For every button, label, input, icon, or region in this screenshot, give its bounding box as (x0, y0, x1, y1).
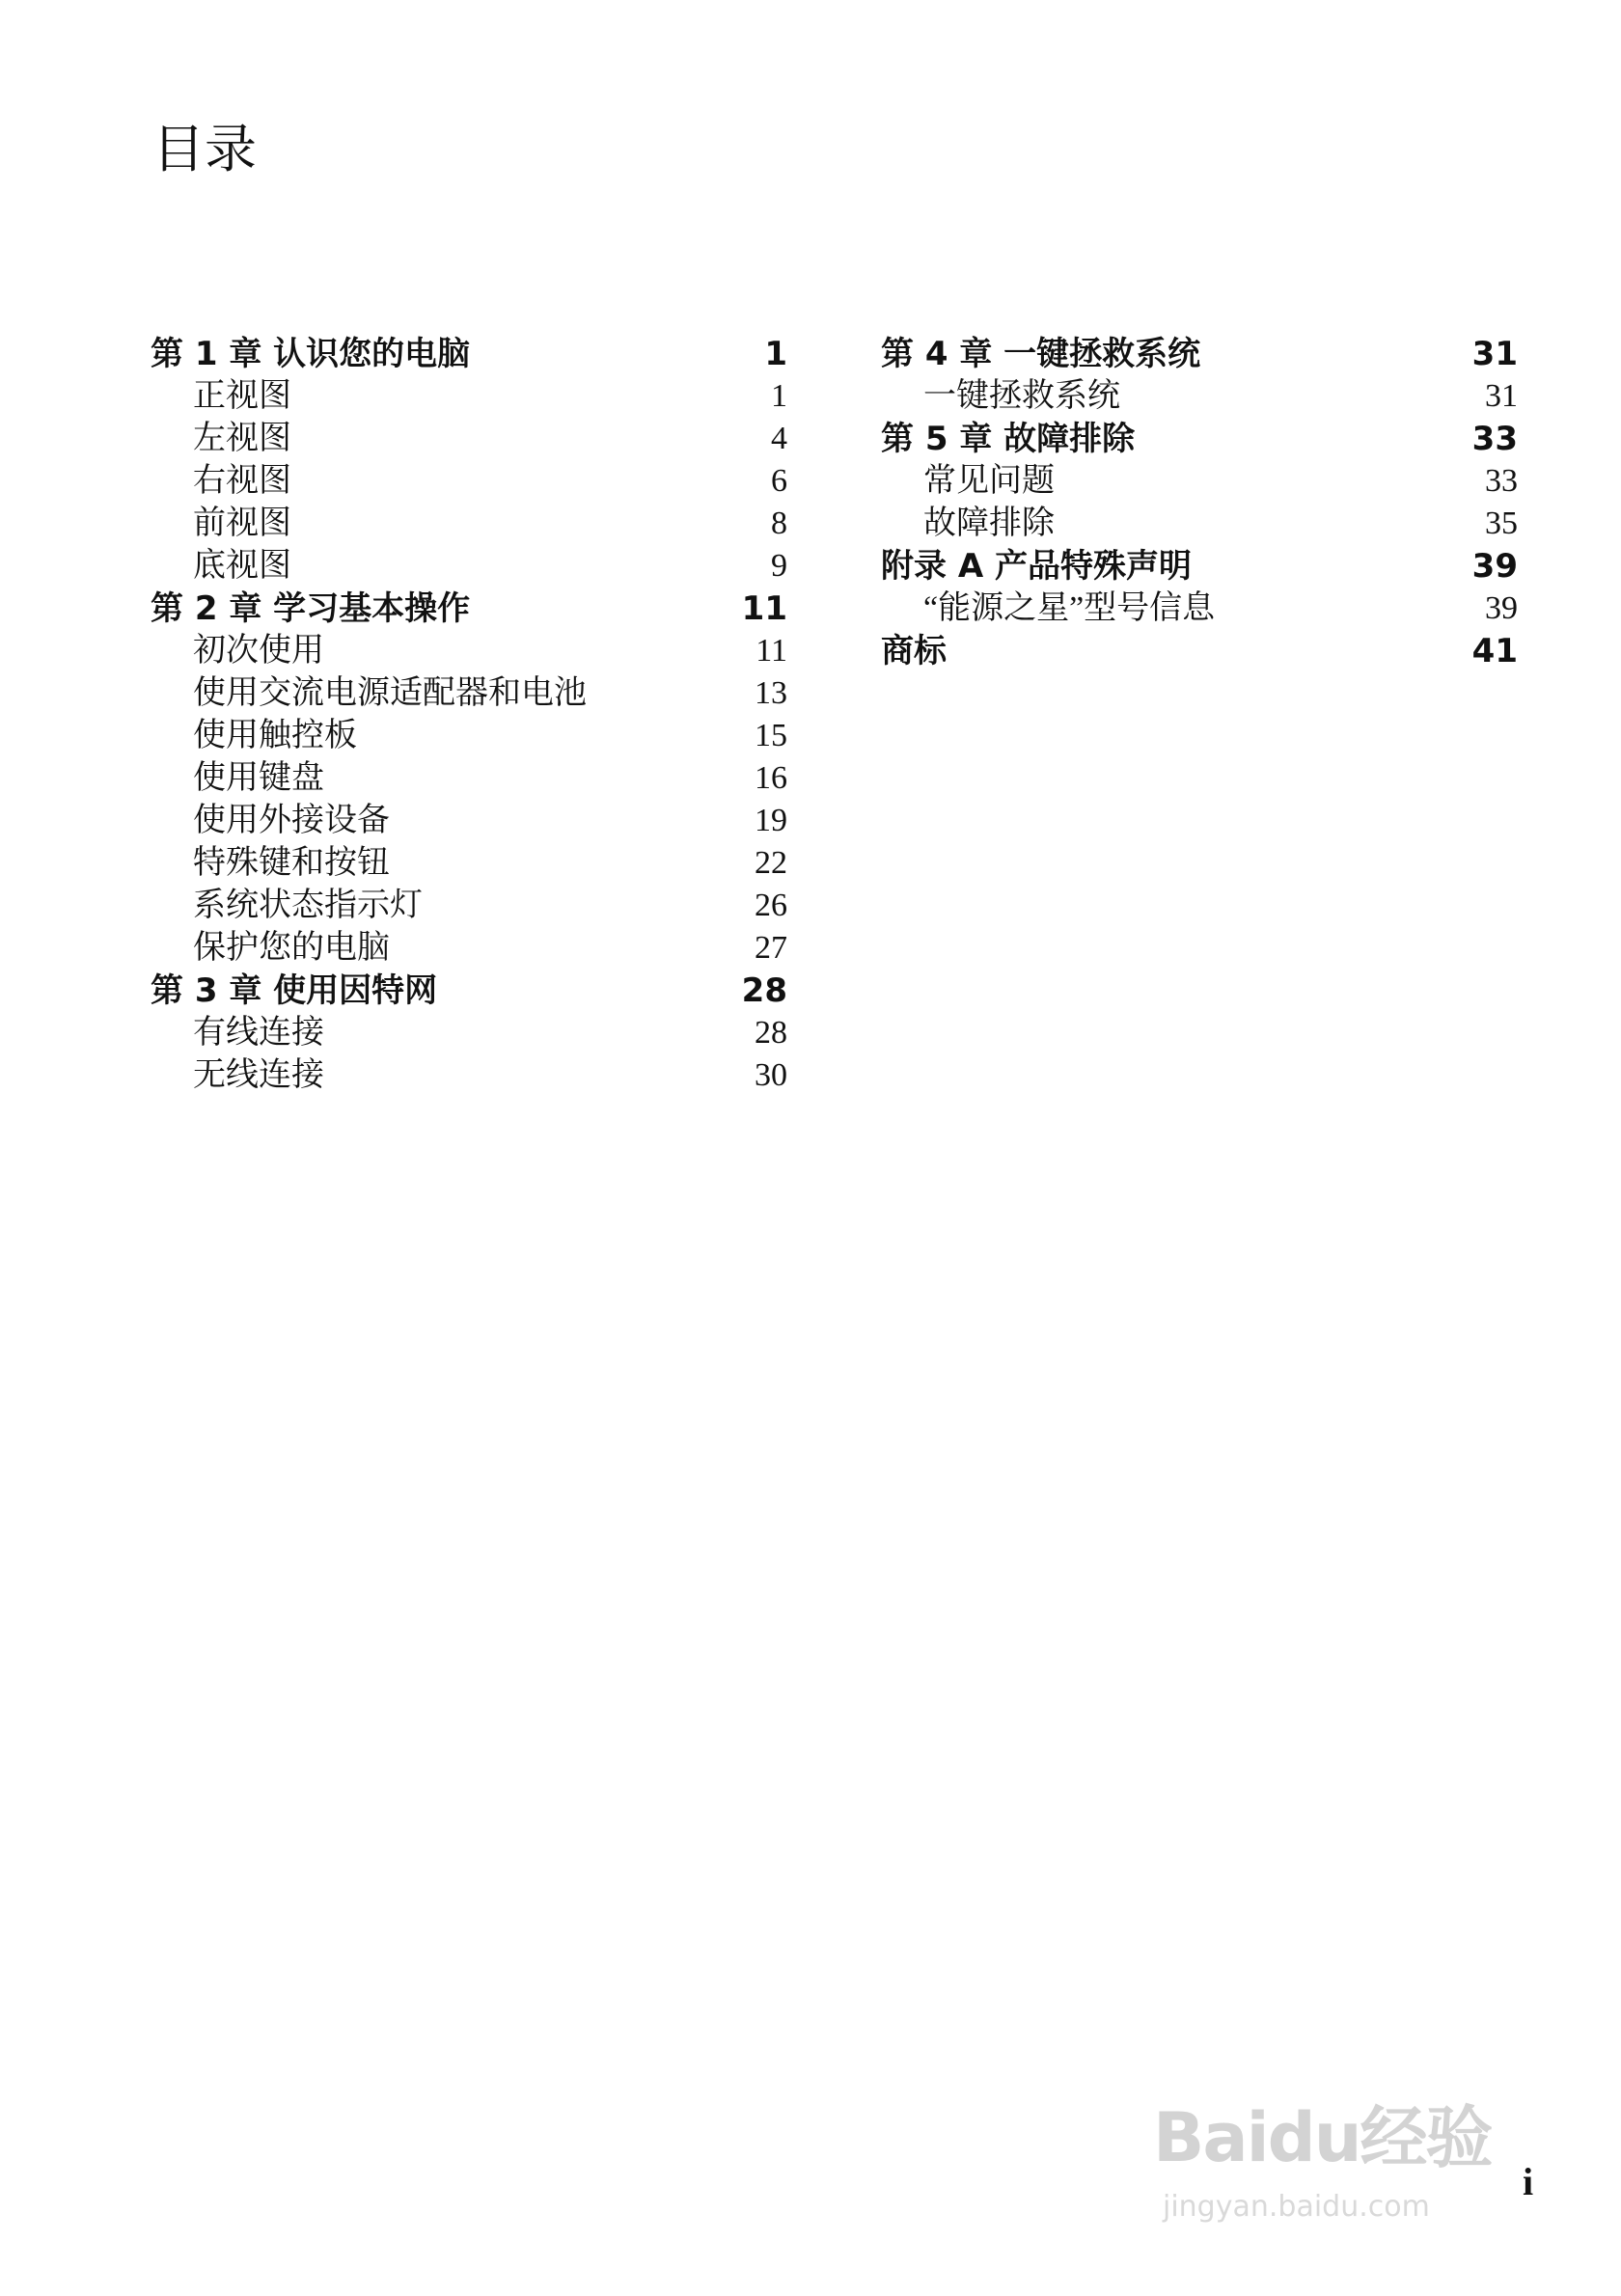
toc-chapter-heading[interactable] (151, 970, 787, 1012)
toc-entry[interactable] (151, 927, 787, 970)
toc-heading-label: 第 4 章 一键拯救系统 (881, 335, 1201, 373)
toc-entry[interactable] (151, 503, 787, 545)
toc-heading-label: 第 5 章 故障排除 (881, 420, 1136, 458)
toc-entry-label: 无线连接 (193, 1057, 324, 1093)
toc-entry-label: 有线连接 (193, 1015, 324, 1051)
toc-heading-label: 第 3 章 使用因特网 (151, 971, 438, 1010)
toc-chapter (151, 588, 787, 970)
toc-entry[interactable] (881, 503, 1518, 545)
toc-entry-label: 一键拯救系统 (923, 378, 1120, 414)
toc-entry-page: 16 (755, 760, 787, 796)
toc-entry-page: 26 (755, 888, 787, 923)
toc-entry[interactable] (151, 715, 787, 757)
watermark-url: jingyan.baidu.com (1163, 2190, 1430, 2224)
toc-entry-page: 13 (755, 675, 787, 711)
toc-chapter-heading[interactable] (881, 333, 1518, 375)
toc-entry[interactable] (881, 375, 1518, 418)
toc-chapter-heading[interactable] (881, 630, 1518, 672)
toc-heading-page: 31 (1471, 335, 1518, 373)
toc-entry[interactable] (151, 1012, 787, 1054)
toc-entry-page: 28 (755, 1015, 787, 1051)
toc-chapter-heading[interactable] (151, 588, 787, 630)
toc-entry-label: 左视图 (193, 421, 291, 456)
toc-entry[interactable] (151, 842, 787, 885)
toc-heading-page: 41 (1471, 632, 1518, 670)
toc-entry-page: 15 (755, 718, 787, 753)
watermark-brand: Baidu经验 (1153, 2098, 1492, 2177)
toc-heading-label: 第 2 章 学习基本操作 (151, 589, 471, 628)
toc-chapter (881, 418, 1518, 545)
toc-entry[interactable] (151, 545, 787, 588)
toc-entry-label: 底视图 (193, 548, 291, 584)
toc-entry[interactable] (151, 460, 787, 503)
toc-entry-label: 右视图 (193, 463, 291, 499)
toc-chapter-heading[interactable] (881, 418, 1518, 460)
toc-chapter (151, 970, 787, 1097)
toc-heading-page: 1 (764, 335, 787, 373)
toc-entry-page: 4 (771, 421, 787, 456)
toc-entry-label: 使用外接设备 (193, 803, 390, 838)
toc-entry-label: 正视图 (193, 378, 291, 414)
toc-entry-label: 故障排除 (923, 506, 1055, 541)
toc-entry-page: 31 (1485, 378, 1518, 414)
toc-entry-page: 11 (756, 633, 787, 669)
toc-entry[interactable] (881, 460, 1518, 503)
toc-entry[interactable] (151, 630, 787, 672)
toc-entry-page: 19 (755, 803, 787, 838)
toc-heading-page: 11 (741, 589, 787, 628)
toc-entry-page: 1 (771, 378, 787, 414)
toc-heading-page: 33 (1471, 420, 1518, 458)
toc-entry-label: 使用键盘 (193, 760, 324, 796)
toc-entry-label: “能源之星”型号信息 (923, 590, 1216, 626)
toc-entry[interactable] (151, 885, 787, 927)
toc-entry[interactable] (151, 375, 787, 418)
toc-entry[interactable] (151, 672, 787, 715)
toc-heading-page: 39 (1471, 547, 1518, 586)
toc-heading-page: 28 (741, 971, 787, 1010)
baidu-watermark (1153, 2055, 1539, 2248)
toc-entry-label: 初次使用 (193, 633, 324, 669)
toc-heading-label: 第 1 章 认识您的电脑 (151, 335, 471, 373)
toc-chapter (881, 333, 1518, 418)
toc-entry-page: 8 (771, 506, 787, 541)
toc-chapter (881, 630, 1518, 672)
toc-entry-page: 27 (755, 930, 787, 966)
toc-entry[interactable] (151, 757, 787, 800)
toc-chapter-heading[interactable] (151, 333, 787, 375)
toc-chapter (881, 545, 1518, 630)
toc-entry-page: 33 (1485, 463, 1518, 499)
toc-entry[interactable] (151, 418, 787, 460)
toc-entry[interactable] (881, 588, 1518, 630)
toc-entry-page: 9 (771, 548, 787, 584)
toc-heading-label: 附录 A 产品特殊声明 (881, 547, 1192, 586)
page-title: 目录 (152, 119, 257, 179)
toc-entry-label: 使用触控板 (193, 718, 357, 753)
toc-entry-label: 使用交流电源适配器和电池 (193, 675, 587, 711)
toc-entry-label: 保护您的电脑 (193, 930, 390, 966)
toc-right-column (881, 333, 1518, 672)
toc-entry-label: 常见问题 (923, 463, 1055, 499)
toc-chapter-heading[interactable] (881, 545, 1518, 588)
toc-heading-label: 商标 (881, 632, 947, 670)
page-number: i (1523, 2160, 1534, 2203)
toc-entry-label: 特殊键和按钮 (193, 845, 390, 881)
toc-entry-page: 30 (755, 1057, 787, 1093)
toc-entry[interactable] (151, 800, 787, 842)
toc-left-column (151, 333, 787, 1097)
toc-entry-page: 22 (755, 845, 787, 881)
toc-chapter (151, 333, 787, 588)
toc-entry-page: 39 (1485, 590, 1518, 626)
toc-entry-label: 前视图 (193, 506, 291, 541)
toc-entry-page: 35 (1485, 506, 1518, 541)
toc-entry-page: 6 (771, 463, 787, 499)
toc-entry-label: 系统状态指示灯 (193, 888, 423, 923)
toc-entry[interactable] (151, 1054, 787, 1097)
